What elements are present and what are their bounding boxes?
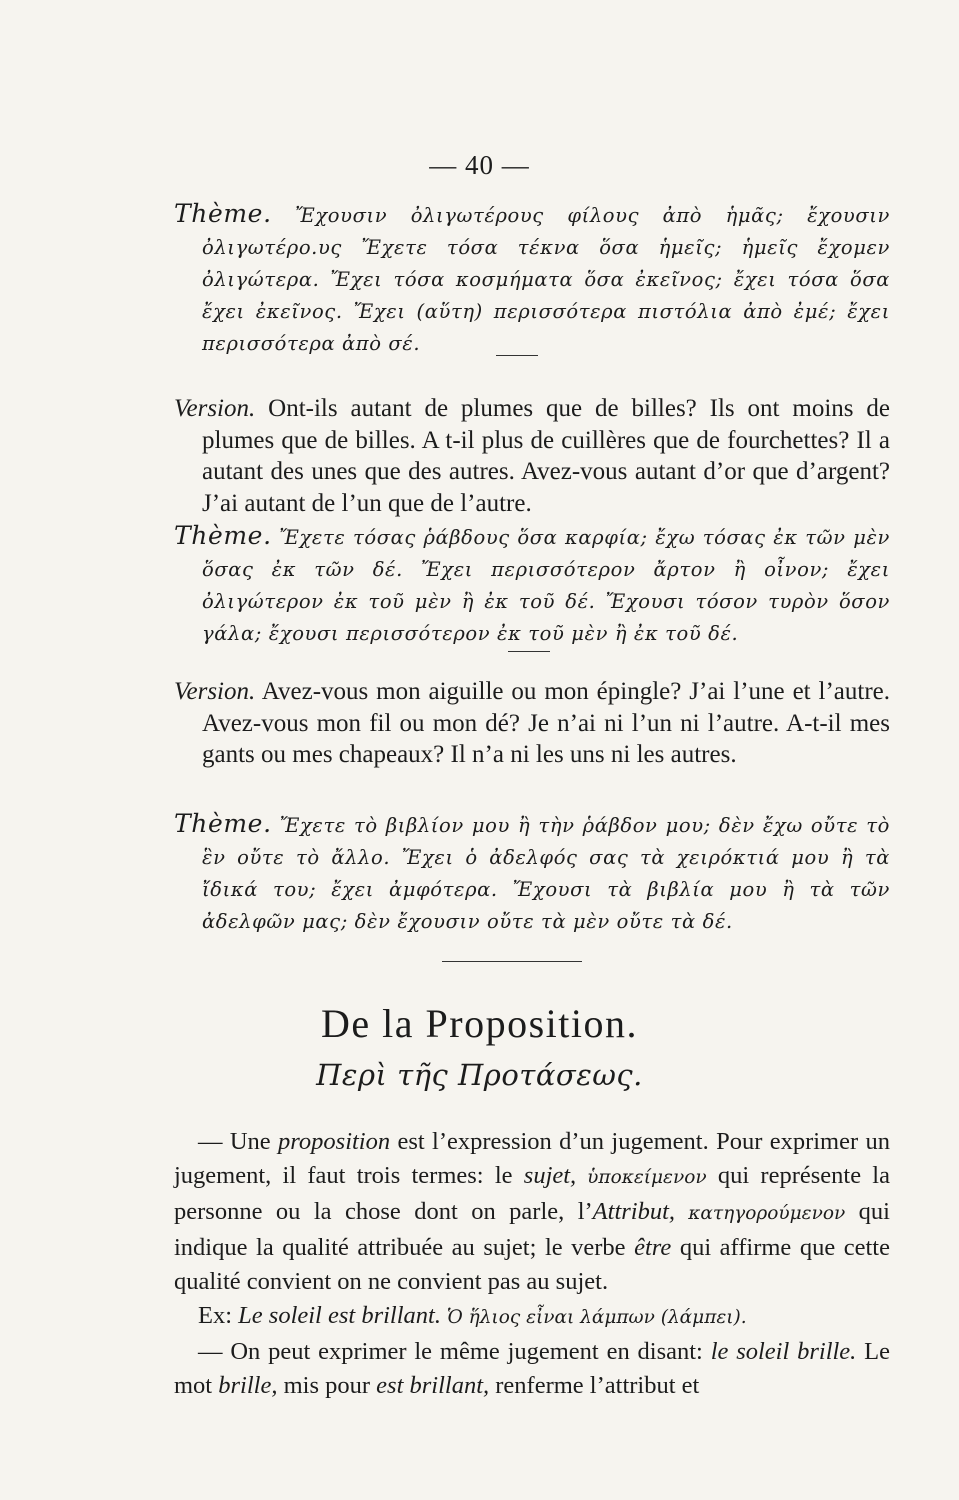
- p2-greek: Ὁ ἥλιος εἶναι λάμπων (λάμπει).: [440, 1307, 747, 1328]
- body-text: [174, 1125, 890, 1403]
- body-paragraph-1: [174, 1125, 890, 1299]
- separator-dash-1: [496, 355, 538, 356]
- p1-text-4: qui indique la qualité attribuée au sujet; le verbe: [174, 1198, 890, 1261]
- theme-paragraph-2: [174, 520, 890, 650]
- version-block-2: [174, 676, 890, 771]
- version-text-1: Ont-ils autant de plumes que de billes? Ils ont moins de plumes que de billes. A t-il plus de cuillères que de fourchettes? Il a autant des unes que des autres. Avez-vous autant d’or que d’argent? J’ai autant de l’un que de l’autre.: [202, 395, 890, 517]
- p3-term-est-brillant: est brillant,: [376, 1372, 490, 1399]
- p3-text-3: mis pour: [277, 1372, 377, 1399]
- theme-text-2: Ἔχετε τόσας ῥάβδους ὅσα καρφία; ἔχω τόσας ἐκ τῶν μὲν ὅσας ἐκ τῶν δέ. Ἔχει περισσότερον ἄρτον ἢ οἶνον; ἔχει ὀλιγώτερον ἐκ τοῦ μὲν ἢ ἐκ τοῦ δέ. Ἔχουσι τόσον τυρὸν ὅσον γάλα; ἔχουσι περισσότερον ἐκ τοῦ μὲν ἢ ἐκ τοῦ δέ.: [202, 526, 890, 645]
- p1-term-proposition: proposition: [278, 1128, 391, 1155]
- theme-paragraph-3: [174, 808, 890, 938]
- version-paragraph-2: [174, 676, 890, 771]
- p3-term-brille: brille,: [218, 1372, 278, 1399]
- theme-label-1: Thème.: [174, 199, 272, 228]
- version-text-2: Avez-vous mon aiguille ou mon épingle? J’ai l’une et l’autre. Avez-vous mon fil ou mon dé? Je n’ai ni l’un ni l’autre. A-t-il mes gants ou mes chapeaux? Il n’a ni les uns ni les autres.: [202, 678, 891, 768]
- p3-example: le soleil brille.: [710, 1338, 857, 1365]
- version-block-1: [174, 393, 890, 519]
- p1-term-attribut: Attribut,: [592, 1198, 676, 1225]
- theme-text-1: Ἔχουσιν ὀλιγωτέρους φίλους ἀπὸ ἡμᾶς; ἔχουσιν ὀλιγωτέρο.υς Ἔχετε τόσα τέκνα ὅσα ἡμεῖς; ἡμεῖς ἔχομεν ὀλιγώτερα. Ἔχει τόσα κοσμήματα ὅσα ἐκεῖνος; ἔχει τόσα ὅσα ἔχει ἐκεῖνος. Ἔχει (αὕτη) περισσότερα πιστόλια ἀπὸ ἐμέ; ἔχει περισσότερα ἀπὸ σέ.: [202, 204, 890, 355]
- theme-paragraph-1: [174, 198, 890, 360]
- chapter-title: De la Proposition.: [321, 1001, 638, 1046]
- p1-text-3: qui représente la personne ou la chose dont on parle, l’: [174, 1162, 890, 1225]
- p1-text-1: Une: [229, 1128, 279, 1155]
- theme-block-1: [174, 198, 890, 360]
- p1-text-5: qui affirme que cette qualité convient on ne convient pas au sujet.: [174, 1234, 890, 1295]
- theme-label-2: Thème.: [174, 521, 272, 550]
- p1-greek-2: κατηγορούμενον: [675, 1203, 846, 1224]
- p3-text-1: — On peut exprimer le même jugement en disant:: [198, 1338, 711, 1365]
- version-paragraph-1: [174, 393, 890, 519]
- body-paragraph-2: [174, 1299, 890, 1335]
- p3-text-2: Le mot: [174, 1338, 890, 1399]
- p1-term-etre: être: [634, 1234, 672, 1261]
- theme-text-3: Ἔχετε τὸ βιβλίον μου ἢ τὴν ῥάβδον μου; δὲν ἔχω οὔτε τὸ ἓν οὔτε τὸ ἄλλο. Ἔχει ὁ ἀδελφός σας τὰ χειρόκτιά μου ἢ τὰ ἴδικά του; ἔχει ἀμφότερα. Ἔχουσι τὰ βιβλία μου ἢ τὰ τῶν ἀδελφῶν μας; δὲν ἔχουσιν οὔτε τὰ μὲν οὔτε τὰ δέ.: [202, 814, 890, 933]
- p3-text-4: renferme l’attribut et: [489, 1372, 700, 1399]
- p1-dash: —: [198, 1128, 230, 1155]
- body-paragraph-3: [174, 1335, 890, 1403]
- theme-block-3: [174, 808, 890, 938]
- p2-example: Le soleil est brillant.: [238, 1302, 441, 1329]
- p1-greek-1: ὑποκείμενον: [576, 1167, 707, 1188]
- p1-term-sujet: sujet,: [523, 1162, 577, 1189]
- separator-dash-2: [508, 651, 550, 652]
- chapter-subtitle-greek: Περὶ τῆς Προτάσεως.: [316, 1058, 643, 1092]
- theme-label-3: Thème.: [174, 809, 272, 838]
- page-number: — 40 —: [429, 150, 530, 180]
- theme-block-2: [174, 520, 890, 650]
- separator-rule: [442, 961, 582, 962]
- version-label-2: Version.: [174, 678, 256, 705]
- p2-text-1: Ex:: [198, 1302, 239, 1329]
- version-label-1: Version.: [174, 395, 256, 422]
- p1-text-2: est l’expression d’un jugement. Pour exprimer un jugement, il faut trois termes: le: [174, 1128, 890, 1189]
